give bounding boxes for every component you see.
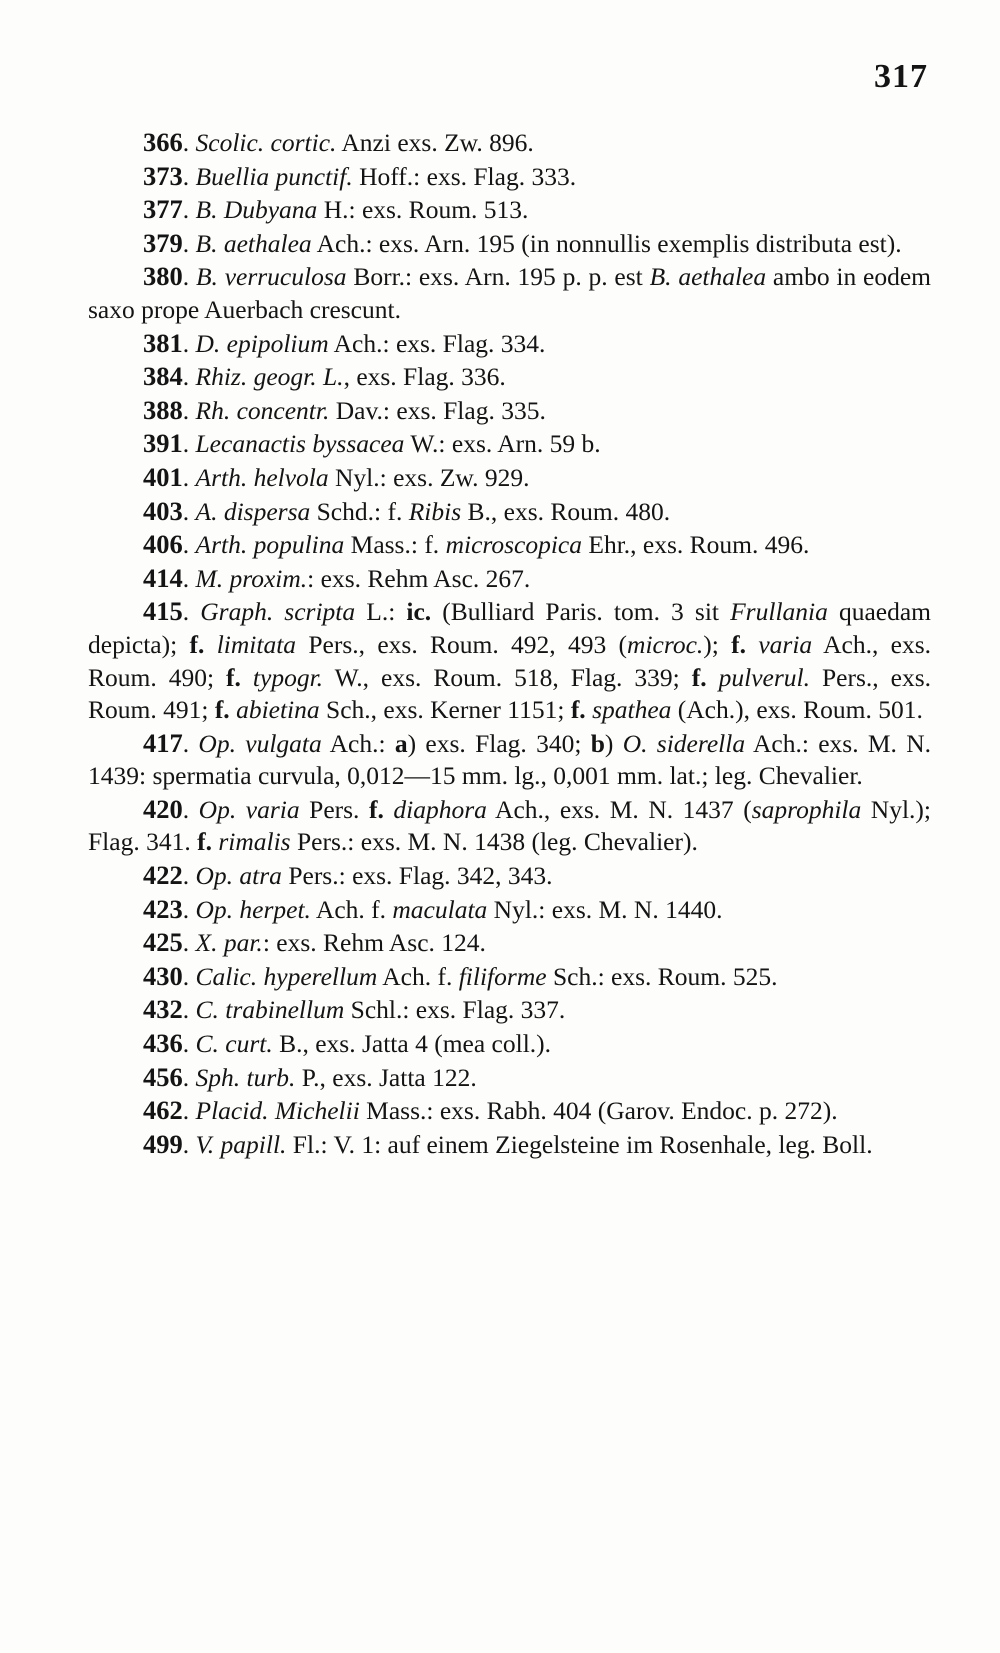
entry-number: 381 — [143, 327, 183, 358]
entry: 388. Rh. concentr. Dav.: exs. Flag. 335. — [143, 394, 546, 425]
entry-number: 373 — [143, 160, 183, 191]
entry-text: C. trabinellum Schl.: exs. Flag. 337. — [195, 995, 566, 1025]
entry-text: B. aethalea Ach.: exs. Arn. 195 (in nonnullis exemplis distributa est). — [195, 228, 902, 258]
entry-number: 366 — [143, 127, 183, 157]
entry-text: Arth. helvola Nyl.: exs. Zw. 929. — [195, 462, 530, 492]
entry-number: 401 — [143, 461, 183, 492]
entry-text: Op. varia Pers. f. diaphora Ach., exs. M. N. 1437 (saprophila Nyl.); Flag. 341. f. rimalis Pers.: exs. M. N. 1438 (leg. Chevalier). — [88, 794, 932, 857]
entry-number: 420 — [143, 793, 183, 824]
entry: 379. B. aethalea Ach.: exs. Arn. 195 (in nonnullis exemplis distributa est). — [143, 227, 902, 258]
entry-number: 380 — [143, 261, 183, 292]
entry: 366. Scolic. cortic. Anzi exs. Zw. 896. — [143, 127, 534, 157]
entry-number: 391 — [143, 428, 183, 459]
entry-text: V. papill. Fl.: V. 1: auf einem Ziegelsteine im Rosenhale, leg. Boll. — [195, 1129, 873, 1159]
entry: 423. Op. herpet. Ach. f. maculata Nyl.: exs. M. N. 1440. — [143, 893, 723, 924]
entry-number: 388 — [143, 394, 183, 425]
entry-text: Buellia punctif. Hoff.: exs. Flag. 333. — [195, 161, 577, 191]
entry-text: M. proxim.: exs. Rehm Asc. 267. — [195, 563, 531, 593]
entry-number: 425 — [143, 927, 183, 958]
entry-text: Scolic. cortic. Anzi exs. Zw. 896. — [195, 128, 534, 157]
entry-text: C. curt. B., exs. Jatta 4 (mea coll.). — [195, 1029, 552, 1059]
entry-text: Rhiz. geogr. L., exs. Flag. 336. — [195, 362, 506, 392]
entry: 430. Calic. hyperellum Ach. f. filiforme Sch.: exs. Roum. 525. — [143, 960, 778, 991]
entry-text: A. dispersa Schd.: f. Ribis B., exs. Roum. 480. — [195, 496, 671, 526]
entry: 373. Buellia punctif. Hoff.: exs. Flag. 333. — [143, 160, 577, 191]
entry-number: 462 — [143, 1095, 183, 1126]
entry-text: X. par.: exs. Rehm Asc. 124. — [195, 928, 486, 958]
entry-list — [88, 126, 931, 1161]
entry: 384. Rhiz. geogr. L., exs. Flag. 336. — [143, 361, 506, 392]
entry: 456. Sph. turb. P., exs. Jatta 122. — [143, 1061, 477, 1092]
entry-text: Op. vulgata Ach.: a) exs. Flag. 340; b) O. siderella Ach.: exs. M. N. 1439: spermatia curvula, 0,012—15 mm. lg., 0,001 mm. lat.; leg. Chevalier. — [88, 728, 931, 791]
entry: 499. V. papill. Fl.: V. 1: auf einem Ziegelsteine im Rosenhale, leg. Boll. — [143, 1128, 873, 1159]
page-number: 317 — [874, 58, 928, 95]
entry-number: 456 — [143, 1061, 183, 1092]
entry: 403. A. dispersa Schd.: f. Ribis B., exs. Roum. 480. — [143, 495, 671, 526]
entry: 425. X. par.: exs. Rehm Asc. 124. — [143, 927, 486, 958]
entry-number: 417 — [143, 727, 183, 758]
entry: 417. Op. vulgata Ach.: a) exs. Flag. 340; b) O. siderella Ach.: exs. M. N. 1439: spermatia curvula, 0,012—15 mm. lg., 0,001 mm. lat.; leg. Chevalier. — [88, 727, 931, 791]
entry-text: D. epipolium Ach.: exs. Flag. 334. — [195, 328, 546, 358]
entry: 401. Arth. helvola Nyl.: exs. Zw. 929. — [143, 461, 530, 492]
entry-text: Lecanactis byssacea W.: exs. Arn. 59 b. — [195, 429, 601, 459]
entry-text: Graph. scripta L.: ic. (Bulliard Paris. tom. 3 sit Frullania quaedam depicta); f. limitata Pers., exs. Roum. 492, 493 (microc.); f. varia Ach., exs. Roum. 490; f. typogr. W., exs. Roum. 518, Flag. 339; f. pulverul. Pers., exs. Roum. 491; f. abietina Sch., exs. Kerner 1151; f. spathea (Ach.), exs. Roum. 501. — [88, 597, 932, 725]
entry: 422. Op. atra Pers.: exs. Flag. 342, 343. — [143, 860, 553, 891]
entry: 377. B. Dubyana H.: exs. Roum. 513. — [143, 194, 529, 225]
entry: 381. D. epipolium Ach.: exs. Flag. 334. — [143, 327, 546, 358]
entry: 380. B. verruculosa Borr.: exs. Arn. 195 p. p. est B. aethalea ambo in eodem saxo prope Auerbach crescunt. — [88, 261, 931, 324]
entry-number: 436 — [143, 1028, 183, 1059]
entry-number: 377 — [143, 194, 183, 225]
entry-number: 432 — [143, 994, 183, 1025]
entry-text: Rh. concentr. Dav.: exs. Flag. 335. — [195, 395, 546, 425]
entry-number: 430 — [143, 960, 183, 991]
entry-text: Sph. turb. P., exs. Jatta 122. — [195, 1062, 477, 1092]
entry-number: 423 — [143, 893, 183, 924]
entry-text: B. verruculosa Borr.: exs. Arn. 195 p. p. est B. aethalea ambo in eodem saxo prope Auerbach crescunt. — [88, 262, 931, 324]
entry-number: 406 — [143, 529, 183, 560]
entry: 420. Op. varia Pers. f. diaphora Ach., exs. M. N. 1437 (saprophila Nyl.); Flag. 341. f. rimalis Pers.: exs. M. N. 1438 (leg. Chevalier). — [88, 793, 932, 857]
entry: 415. Graph. scripta L.: ic. (Bulliard Paris. tom. 3 sit Frullania quaedam depicta); f. limitata Pers., exs. Roum. 492, 493 (microc.); f. varia Ach., exs. Roum. 490; f. typogr. W., exs. Roum. 518, Flag. 339; f. pulverul. Pers., exs. Roum. 491; f. abietina Sch., exs. Kerner 1151; f. spathea (Ach.), exs. Roum. 501. — [88, 596, 932, 725]
entry-number: 422 — [143, 860, 183, 891]
entry-text: Op. atra Pers.: exs. Flag. 342, 343. — [195, 861, 553, 891]
entry-text: Placid. Michelii Mass.: exs. Rabh. 404 (Garov. Endoc. p. 272). — [195, 1096, 838, 1126]
entry-number: 499 — [143, 1128, 183, 1159]
entry-number: 379 — [143, 227, 183, 258]
entry: 414. M. proxim.: exs. Rehm Asc. 267. — [143, 562, 531, 593]
entry-number: 415 — [143, 596, 183, 627]
entry: 462. Placid. Michelii Mass.: exs. Rabh. 404 (Garov. Endoc. p. 272). — [143, 1095, 838, 1126]
entry-text: B. Dubyana H.: exs. Roum. 513. — [195, 195, 529, 225]
entry-text: Op. herpet. Ach. f. maculata Nyl.: exs. M. N. 1440. — [195, 894, 723, 924]
entry-text: Calic. hyperellum Ach. f. filiforme Sch.: exs. Roum. 525. — [195, 961, 778, 991]
entry: 406. Arth. populina Mass.: f. microscopica Ehr., exs. Roum. 496. — [143, 529, 810, 560]
entry: 436. C. curt. B., exs. Jatta 4 (mea coll.). — [143, 1028, 552, 1059]
entry-number: 384 — [143, 361, 183, 392]
entry-number: 403 — [143, 495, 183, 526]
entry: 391. Lecanactis byssacea W.: exs. Arn. 59 b. — [143, 428, 601, 459]
entry-text: Arth. populina Mass.: f. microscopica Ehr., exs. Roum. 496. — [195, 530, 810, 560]
entry: 432. C. trabinellum Schl.: exs. Flag. 337. — [143, 994, 566, 1025]
entry-number: 414 — [143, 562, 183, 593]
